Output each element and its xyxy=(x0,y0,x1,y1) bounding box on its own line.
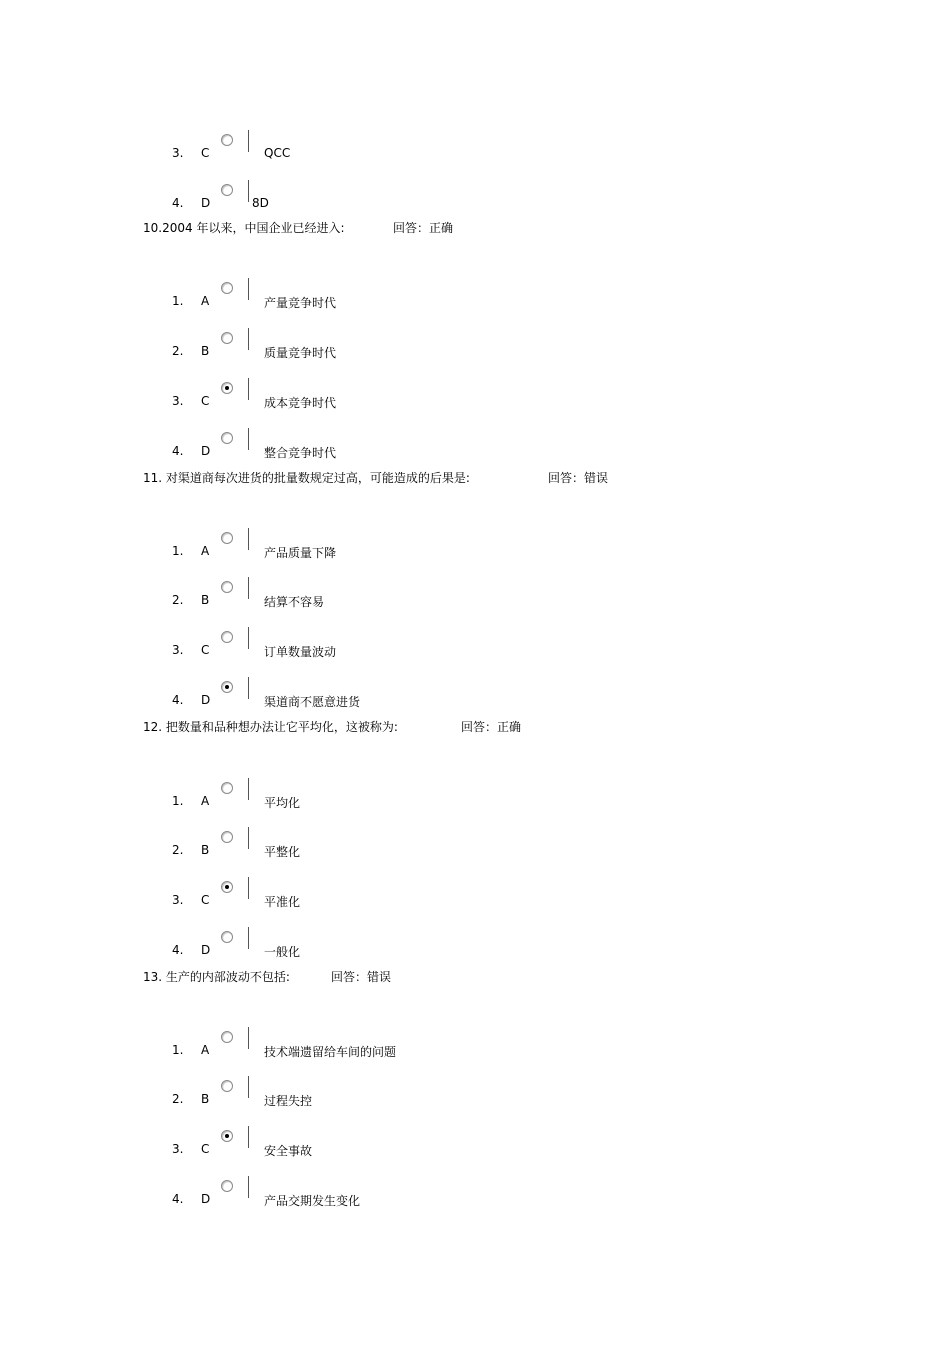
option-letter: D xyxy=(201,943,211,957)
option-number: 1. xyxy=(172,794,184,808)
option-text: 订单数量波动 xyxy=(264,645,337,659)
option-letter: A xyxy=(201,544,210,558)
option-text: 质量竞争时代 xyxy=(264,346,337,360)
option-letter: B xyxy=(201,593,210,607)
radio-button-selected[interactable] xyxy=(221,881,233,893)
option-row[interactable] xyxy=(0,134,950,162)
question-title: 11. 对渠道商每次进货的批量数规定过高，可能造成的后果是: xyxy=(143,471,470,485)
option-number: 4. xyxy=(172,196,184,210)
option-text: 平均化 xyxy=(264,796,301,810)
option-number: 4. xyxy=(172,943,184,957)
divider xyxy=(248,1126,249,1148)
option-text: 渠道商不愿意进货 xyxy=(264,695,361,709)
option-number: 2. xyxy=(172,344,184,358)
divider xyxy=(248,1027,249,1049)
option-text: 产品质量下降 xyxy=(264,546,337,560)
option-letter: C xyxy=(201,1142,210,1156)
option-number: 3. xyxy=(172,643,184,657)
answer-result: 回答：错误 xyxy=(331,970,392,984)
radio-button-selected[interactable] xyxy=(221,1130,233,1142)
option-number: 4. xyxy=(172,444,184,458)
option-text: 成本竞争时代 xyxy=(264,396,337,410)
option-number: 2. xyxy=(172,593,184,607)
option-text: 整合竞争时代 xyxy=(264,446,337,460)
option-row[interactable] xyxy=(0,782,950,810)
option-row[interactable] xyxy=(0,831,950,859)
divider xyxy=(248,130,249,152)
divider xyxy=(248,528,249,550)
question-title: 13. 生产的内部波动不包括: xyxy=(143,970,290,984)
option-row[interactable] xyxy=(0,382,950,410)
option-number: 3. xyxy=(172,893,184,907)
radio-button[interactable] xyxy=(221,782,233,794)
divider xyxy=(248,1176,249,1198)
divider xyxy=(248,827,249,849)
radio-button[interactable] xyxy=(221,1080,233,1092)
option-text: 安全事故 xyxy=(264,1144,313,1158)
radio-button[interactable] xyxy=(221,282,233,294)
divider xyxy=(248,677,249,699)
question-title: 10.2004 年以来，中国企业已经进入: xyxy=(143,221,345,235)
option-letter: A xyxy=(201,294,210,308)
option-number: 1. xyxy=(172,294,184,308)
option-number: 2. xyxy=(172,843,184,857)
option-letter: A xyxy=(201,1043,210,1057)
option-number: 1. xyxy=(172,1043,184,1057)
radio-button[interactable] xyxy=(221,931,233,943)
option-letter: B xyxy=(201,344,210,358)
radio-button[interactable] xyxy=(221,134,233,146)
option-number: 3. xyxy=(172,1142,184,1156)
divider xyxy=(248,577,249,599)
divider xyxy=(248,180,249,202)
radio-button-selected[interactable] xyxy=(221,681,233,693)
option-row[interactable] xyxy=(0,1080,950,1108)
option-number: 2. xyxy=(172,1092,184,1106)
option-letter: D xyxy=(201,1192,211,1206)
option-row[interactable] xyxy=(0,881,950,909)
option-letter: D xyxy=(201,444,211,458)
divider xyxy=(248,428,249,450)
option-text: 8D xyxy=(252,196,269,210)
option-row[interactable] xyxy=(0,332,950,360)
divider xyxy=(248,328,249,350)
answer-result: 回答：错误 xyxy=(548,471,609,485)
option-number: 3. xyxy=(172,146,184,160)
radio-button[interactable] xyxy=(221,432,233,444)
option-letter: C xyxy=(201,146,210,160)
option-row[interactable] xyxy=(0,931,950,959)
option-letter: C xyxy=(201,893,210,907)
divider xyxy=(248,1076,249,1098)
option-letter: C xyxy=(201,643,210,657)
option-row[interactable] xyxy=(0,432,950,460)
option-letter: A xyxy=(201,794,210,808)
option-text: 过程失控 xyxy=(264,1094,313,1108)
option-row[interactable] xyxy=(0,282,950,310)
option-text: 产品交期发生变化 xyxy=(264,1194,361,1208)
question-title: 12. 把数量和品种想办法让它平均化，这被称为: xyxy=(143,720,398,734)
option-text: 产量竞争时代 xyxy=(264,296,337,310)
radio-button[interactable] xyxy=(221,332,233,344)
option-row[interactable] xyxy=(0,1180,950,1208)
radio-dot-icon xyxy=(225,386,229,390)
option-text: 技术端遗留给车间的问题 xyxy=(264,1045,397,1059)
option-letter: B xyxy=(201,1092,210,1106)
option-number: 4. xyxy=(172,693,184,707)
divider xyxy=(248,927,249,949)
radio-dot-icon xyxy=(225,1134,229,1138)
answer-result: 回答：正确 xyxy=(393,221,454,235)
option-row[interactable] xyxy=(0,681,950,709)
radio-dot-icon xyxy=(225,685,229,689)
option-row[interactable] xyxy=(0,1130,950,1158)
answer-result: 回答：正确 xyxy=(461,720,522,734)
option-number: 4. xyxy=(172,1192,184,1206)
option-text: 结算不容易 xyxy=(264,595,325,609)
divider xyxy=(248,778,249,800)
option-row[interactable] xyxy=(0,581,950,609)
option-row[interactable] xyxy=(0,532,950,560)
radio-button-selected[interactable] xyxy=(221,382,233,394)
option-letter: C xyxy=(201,394,210,408)
divider xyxy=(248,627,249,649)
option-text: 平整化 xyxy=(264,845,301,859)
radio-button[interactable] xyxy=(221,581,233,593)
divider xyxy=(248,378,249,400)
option-letter: D xyxy=(201,196,211,210)
option-row[interactable] xyxy=(0,184,950,212)
radio-button[interactable] xyxy=(221,831,233,843)
radio-button[interactable] xyxy=(221,532,233,544)
divider xyxy=(248,278,249,300)
radio-dot-icon xyxy=(225,885,229,889)
option-text: 平准化 xyxy=(264,895,301,909)
option-letter: D xyxy=(201,693,211,707)
divider xyxy=(248,877,249,899)
option-number: 1. xyxy=(172,544,184,558)
option-row[interactable] xyxy=(0,1031,950,1059)
option-letter: B xyxy=(201,843,210,857)
radio-button[interactable] xyxy=(221,1180,233,1192)
option-number: 3. xyxy=(172,394,184,408)
radio-button[interactable] xyxy=(221,184,233,196)
option-text: 一般化 xyxy=(264,945,301,959)
radio-button[interactable] xyxy=(221,631,233,643)
option-row[interactable] xyxy=(0,631,950,659)
option-text: QCC xyxy=(264,146,291,160)
radio-button[interactable] xyxy=(221,1031,233,1043)
